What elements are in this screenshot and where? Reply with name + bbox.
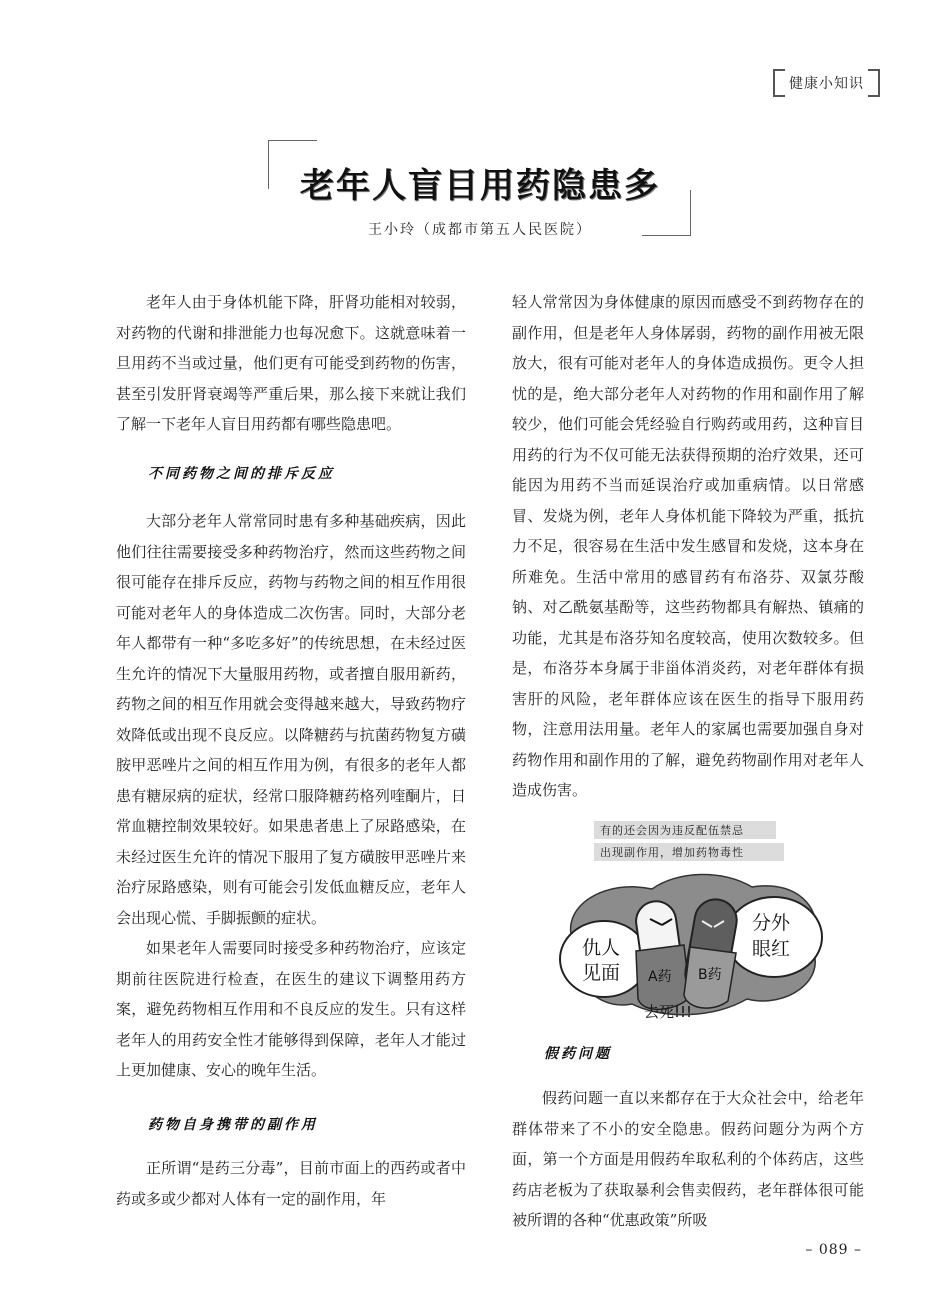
section-heading-fake-drugs: 假药问题 xyxy=(544,1045,612,1062)
cartoon-illustration xyxy=(512,819,864,1029)
article-author: 王小玲（成都市第五人民医院） xyxy=(368,222,592,238)
section-heading-side-effects: 药物自身携带的副作用 xyxy=(148,1116,318,1133)
bubble-left-line-1: 仇人 xyxy=(582,936,621,959)
right-column xyxy=(512,287,864,1236)
speech-bubble-right xyxy=(726,897,822,977)
cartoon-drawing xyxy=(512,819,864,1029)
tag-bracket-right xyxy=(868,69,880,97)
bubble-left-line-2: 见面 xyxy=(582,961,621,984)
bubble-right-line-2: 眼红 xyxy=(752,937,791,960)
section-tag xyxy=(773,68,880,98)
tag-bracket-left xyxy=(773,69,785,97)
body-paragraph: 大部分老年人常常同时患有多种基础疾病，因此他们往往需要接受多种药物治疗，然而这些药物之间很可能存在排斥反应，药物与药物之间的相互作用很可能对老年人的身体造成二次伤害。同时，大部分老年人都带有一种“多吃多好”的传统思想，在未经过医生允许的情况下大量服用药物，或者擅自服用新药，药物之间的相互作用就会变得越来越大，导致药物疗效降低或出现不良反应。以降糖药与抗菌药物复方磺胺甲恶唑片之间的相互作用为例，有很多的老年人都患有糖尿病的症状，经常口服降糖药格列喹酮片，日常血糖控制效果较好。如果患者患上了尿路感染，在未经过医生允许的情况下服用了复方磺胺甲恶唑片来治疗尿路感染，则有可能会引发低血糖反应，老年人会出现心慌、手脚振颤的症状。 xyxy=(116,512,466,927)
body-paragraph: 假药问题一直以来都存在于大众社会中，给老年群体带来了不小的安全隐患。假药问题分为两个方面，第一个方面是用假药牟取私利的个体药店，这些药店老板为了获取暴利会售卖假药，老年群体很可能被所谓的各种“优惠政策”所吸 xyxy=(512,1089,864,1229)
section-tag-label: 健康小知识 xyxy=(789,76,864,92)
section-heading-drug-interaction: 不同药物之间的排斥反应 xyxy=(148,465,335,482)
caption-line-1: 有的还会因为违反配伍禁忌 xyxy=(600,823,744,837)
intro-paragraph: 老年人由于身体机能下降，肝肾功能相对较弱，对药物的代谢和排泄能力也每况愈下。这就意味着一旦用药不当或过量，他们更有可能受到药物的伤害，甚至引发肝肾衰竭等严重后果，那么接下来就让我们了解一下老年人盲目用药都有哪些隐患吧。 xyxy=(116,293,466,433)
left-column xyxy=(116,287,466,1214)
bubble-right-line-1: 分外 xyxy=(752,911,791,934)
body-paragraph: 轻人常常因为身体健康的原因而感受不到药物存在的副作用，但是老年人身体孱弱，药物的副作用被无限放大，很有可能对老年人的身体造成损伤。更令人担忧的是，绝大部分老年人对药物的作用和副作用了解较少，他们可能会凭经验自行购药或用药，这种盲目用药的行为不仅可能无法获得预期的治疗效果，还可能因为用药不当而延误治疗或加重病情。以日常感冒、发烧为例，老年人身体机能下降较为严重，抵抗力不足，很容易在生活中发生感冒和发烧，这本身在所难免。生活中常用的感冒药有布洛芬、双氯芬酸钠、对乙酰氨基酚等，这些药物都具有解热、镇痛的功能，尤其是布洛芬知名度较高，使用次数较多。但是，布洛芬本身属于非甾体消炎药，对老年群体有损害肝的风险，老年群体应该在医生的指导下服用药物，注意用法用量。老年人的家属也需要加强自身对药物作用和副作用的了解，避免药物副作用对老年人造成伤害。 xyxy=(512,293,864,799)
caption-line-2: 出现副作用，增加药物毒性 xyxy=(600,845,744,859)
article-title: 老年人盲目用药隐患多 xyxy=(300,166,660,206)
pill-a-label: A药 xyxy=(648,968,672,985)
pill-b-label: B药 xyxy=(698,966,722,983)
speech-bubble-left xyxy=(560,921,648,997)
page-number: – 089 – xyxy=(805,1242,862,1258)
body-paragraph: 正所谓“是药三分毒”，目前市面上的西药或者中药或多或少都对人体有一定的副作用，年 xyxy=(116,1159,466,1208)
body-paragraph: 如果老年人需要同时接受多种药物治疗，应该定期前往医院进行检查，在医生的建议下调整用药方案，避免药物相互作用和不良反应的发生。只有这样老年人的用药安全性才能够得到保障，老年人才能过上更加健康、安心的晚年生活。 xyxy=(116,939,466,1079)
scream-text: 去死!!! xyxy=(644,1002,693,1021)
